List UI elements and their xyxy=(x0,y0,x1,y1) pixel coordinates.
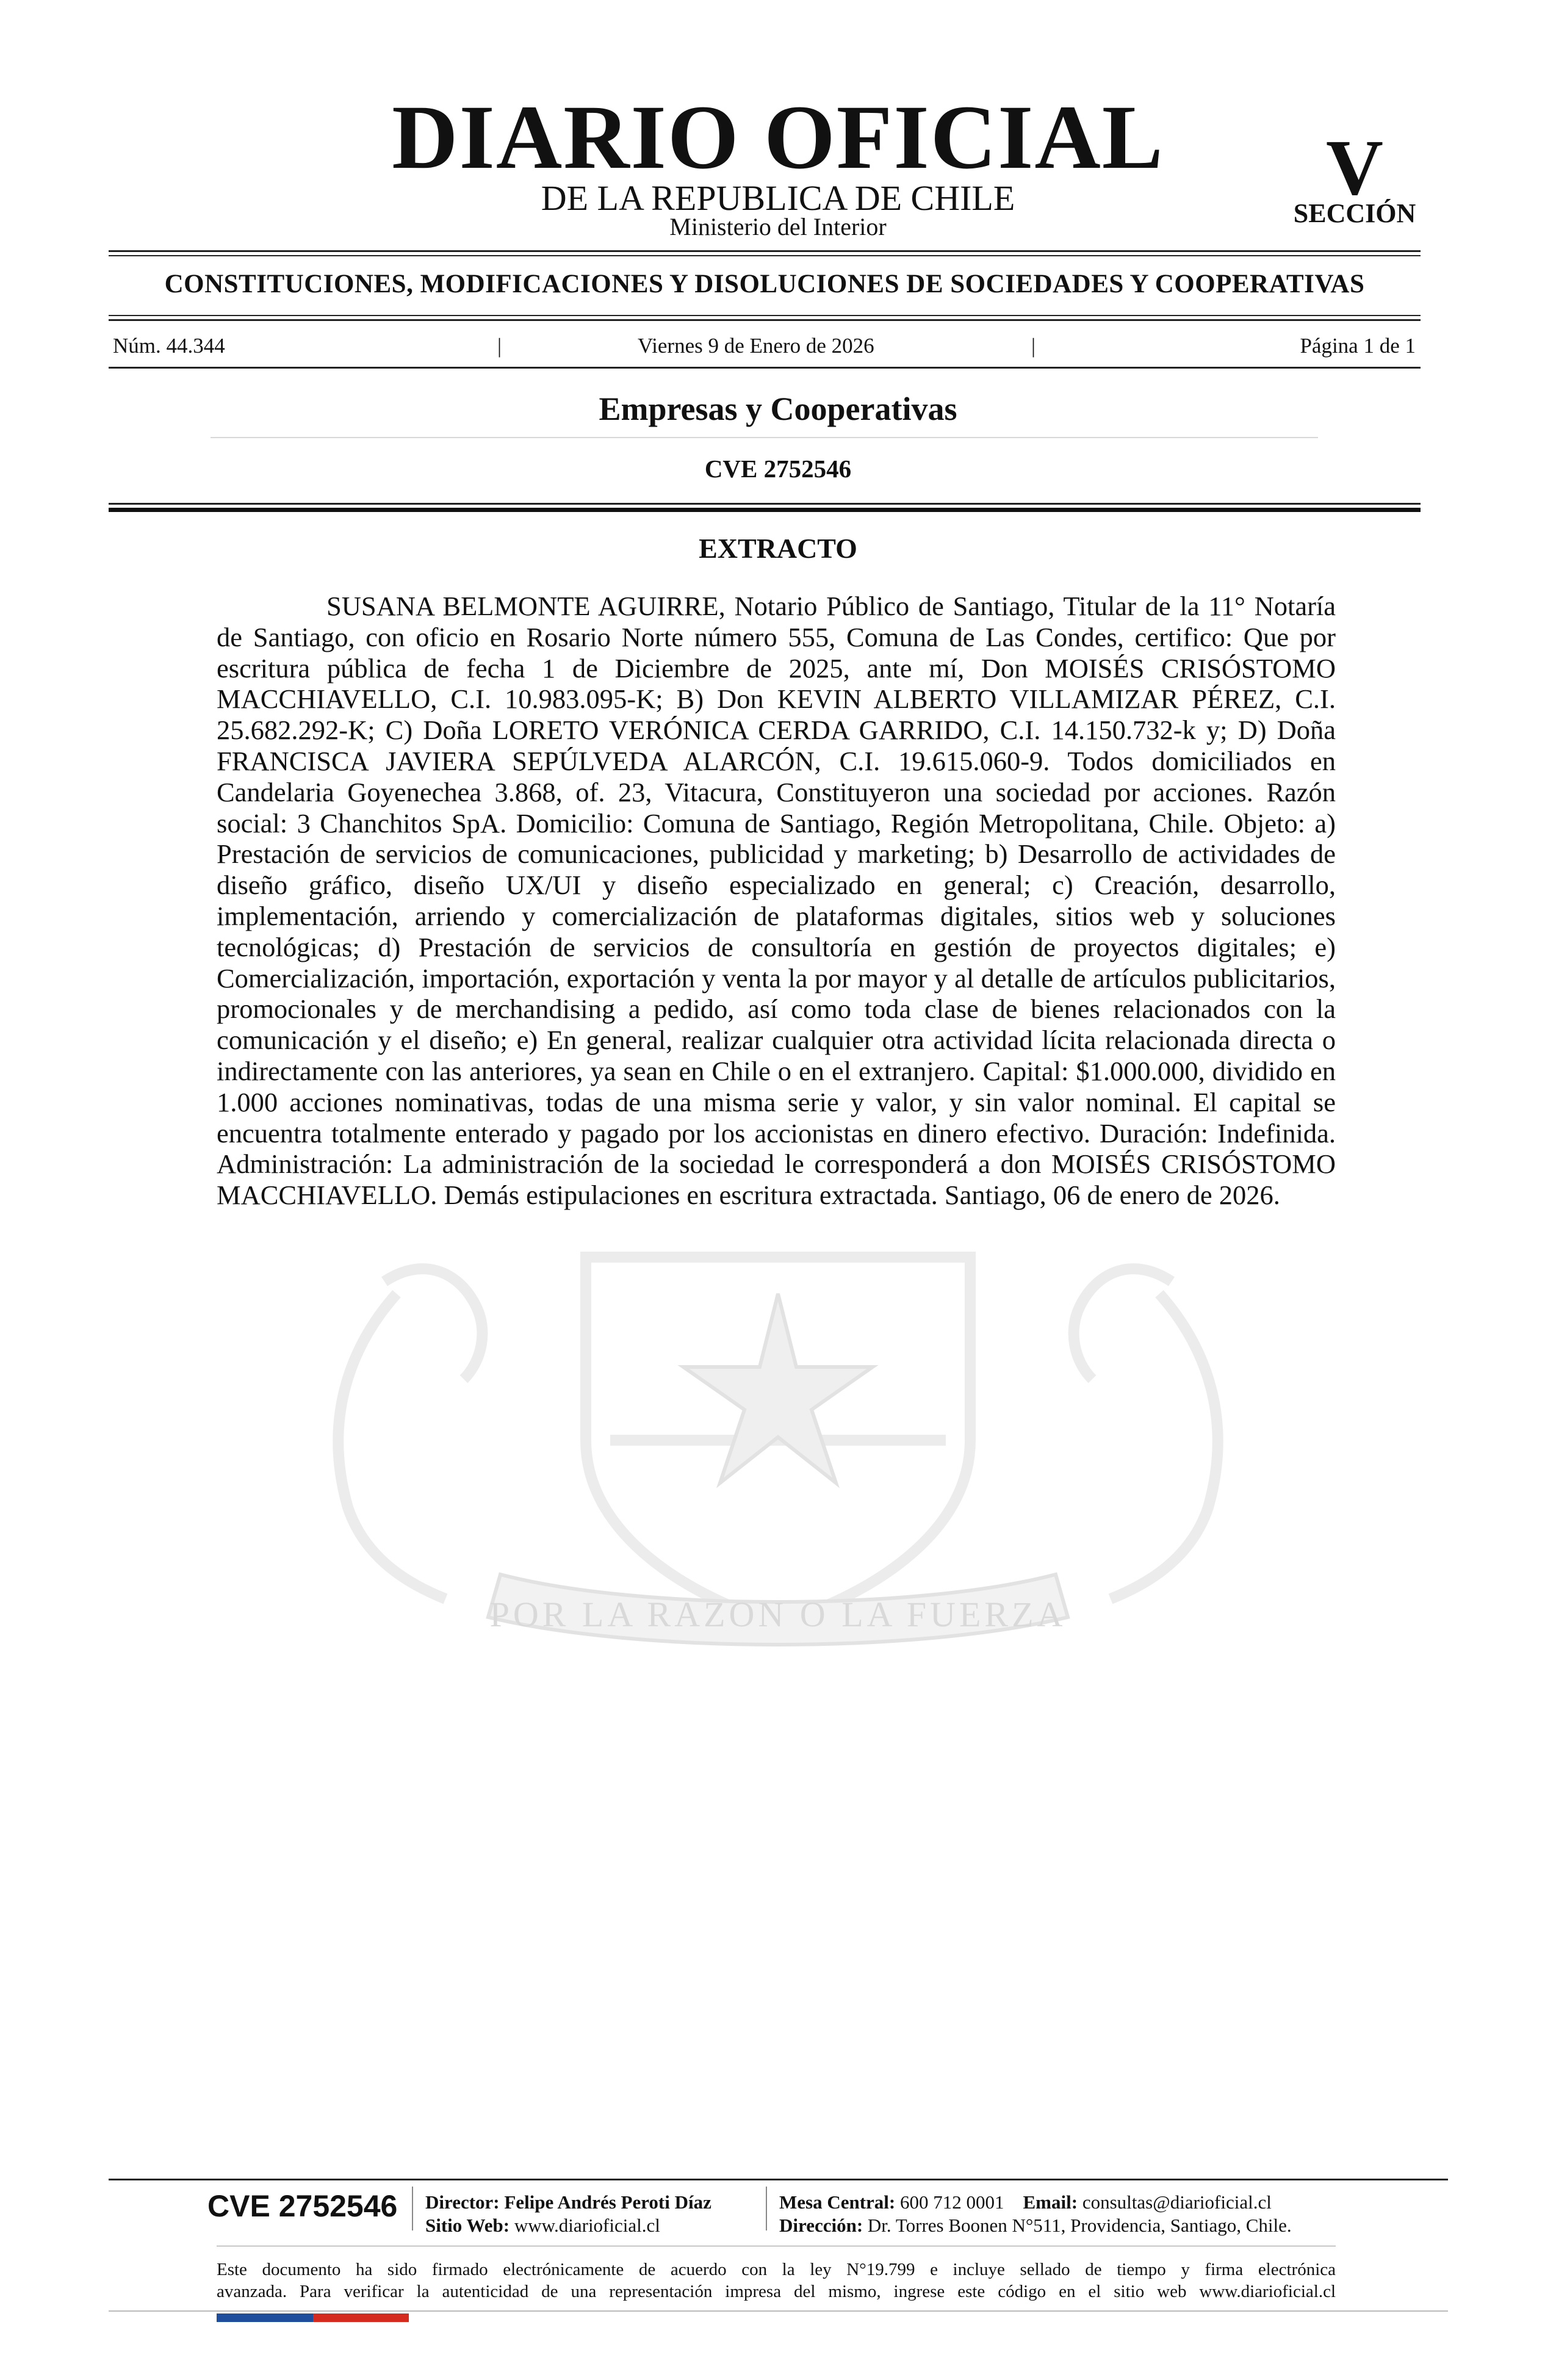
director-name: Felipe Andrés Peroti Díaz xyxy=(504,2191,711,2213)
category-rule xyxy=(109,315,1421,316)
section-number: V xyxy=(1326,124,1383,212)
coat-of-arms-watermark xyxy=(244,1221,1312,1684)
flag-color-bar xyxy=(217,2313,409,2322)
footer-separator xyxy=(412,2187,413,2230)
watermark-motto: POR LA RAZON O LA FUERZA xyxy=(489,1595,1067,1634)
category-heading: CONSTITUCIONES, MODIFICACIONES Y DISOLUCIONES DE SOCIEDADES Y COOPERATIVAS xyxy=(164,270,1365,298)
footer-legal-notice xyxy=(217,2259,1336,2302)
issue-date: Viernes 9 de Enero de 2026 xyxy=(638,334,874,358)
section-label: SECCIÓN xyxy=(1293,198,1416,228)
footer-director-block xyxy=(425,2191,711,2237)
issue-info-row xyxy=(113,334,1416,358)
issue-rule xyxy=(109,367,1421,369)
masthead-subtitle: DE LA REPUBLICA DE CHILE xyxy=(541,178,1015,218)
masthead-ministry: Ministerio del Interior xyxy=(669,213,887,240)
header-rule xyxy=(109,503,1421,505)
address-value: Dr. Torres Boonen N°511, Providencia, Santiago, Chile. xyxy=(867,2215,1292,2236)
issue-separator: | xyxy=(1031,334,1036,358)
footer-bottom-rule xyxy=(109,2310,1448,2312)
email-label: Email: xyxy=(1023,2191,1078,2213)
footer-separator xyxy=(766,2187,767,2230)
issue-separator: | xyxy=(497,334,502,358)
director-label: Director: xyxy=(425,2191,500,2213)
issue-page: Página 1 de 1 xyxy=(1300,334,1416,358)
section-divider xyxy=(211,437,1318,438)
masthead-rule xyxy=(109,250,1421,252)
web-link[interactable]: www.diarioficial.cl xyxy=(514,2215,660,2236)
masthead-title: DIARIO OFICIAL xyxy=(392,87,1164,188)
header-rule xyxy=(109,508,1421,512)
legal-line-2: avanzada. Para verificar la autenticidad de una representación impresa del mismo, ingrese este código en el sitio web www.diarioficial.cl xyxy=(217,2282,1336,2301)
address-label: Dirección: xyxy=(779,2215,863,2236)
web-label: Sitio Web: xyxy=(425,2215,510,2236)
email-link[interactable]: consultas@diarioficial.cl xyxy=(1082,2191,1272,2213)
masthead-rule xyxy=(109,255,1421,256)
cve-code: CVE 2752546 xyxy=(704,455,852,483)
footer-contact-block xyxy=(779,2191,1292,2237)
category-rule xyxy=(109,319,1421,321)
phone-value: 600 712 0001 xyxy=(900,2191,1004,2213)
footer-cve-code: CVE 2752546 xyxy=(207,2189,398,2223)
issue-number: Núm. 44.344 xyxy=(113,334,225,358)
document-heading: EXTRACTO xyxy=(699,533,857,564)
footer-rule xyxy=(109,2179,1448,2180)
phone-label: Mesa Central: xyxy=(779,2191,896,2213)
section-title: Empresas y Cooperativas xyxy=(599,391,957,427)
document-body: SUSANA BELMONTE AGUIRRE, Notario Público de Santiago, Titular de la 11° Notaría de Santiago, con oficio en Rosario Norte número 555, Comuna de Las Condes, certifico: Que por escritura pública de fecha 1 de Diciembre de 2025, ante mí, Don MOISÉS CRISÓSTOMO MACCHIAVELLO, C.I. 10.983.095-K; B) Don KEVIN ALBERTO VILLAMIZAR PÉREZ, C.I. 25.682.292-K; C) Doña LORETO VERÓNICA CERDA GARRIDO, C.I. 14.150.732-k y; D) Doña FRANCISCA JAVIERA SEPÚLVEDA ALARCÓN, C.I. 19.615.060-9. Todos domiciliados en Candelaria Goyenechea 3.868, of. 23, Vitacura, Constituyeron una sociedad por acciones. Razón social: 3 Chanchitos SpA. Domicilio: Comuna de Santiago, Región Metropolitana, Chile. Objeto: a) Prestación de servicios de comunicaciones, publicidad y marketing; b) Desarrollo de actividades de diseño gráfico, diseño UX/UI y diseño especializado en general; c) Creación, desarrollo, implementación, arriendo y comercialización de plataformas digitales, sitios web y soluciones tecnológicas; d) Prestación de servicios de consultoría en gestión de proyectos digitales; e) Comercialización, importación, exportación y venta la por mayor y al detalle de artículos publicitarios, promocionales y de merchandising a pedido, así como toda clase de bienes relacionados con la comunicación y el diseño; e) En general, realizar cualquier otra actividad lícita relacionada directa o indirectamente con las anteriores, ya sean en Chile o en el extranjero. Capital: $1.000.000, dividido en 1.000 acciones nominativas, todas de una misma serie y valor, y sin valor nominal. El capital se encuentra totalmente enterado y pagado por los accionistas en dinero efectivo. Duración: Indefinida. Administración: La administración de la sociedad le corresponderá a don MOISÉS CRISÓSTOMO MACCHIAVELLO. Demás estipulaciones en escritura extractada. Santiago, 06 de enero de 2026. xyxy=(217,591,1336,1211)
legal-line-1: Este documento ha sido firmado electrónicamente de acuerdo con la ley N°19.799 e incluye sellado de tiempo y firma electrónica xyxy=(217,2260,1336,2279)
